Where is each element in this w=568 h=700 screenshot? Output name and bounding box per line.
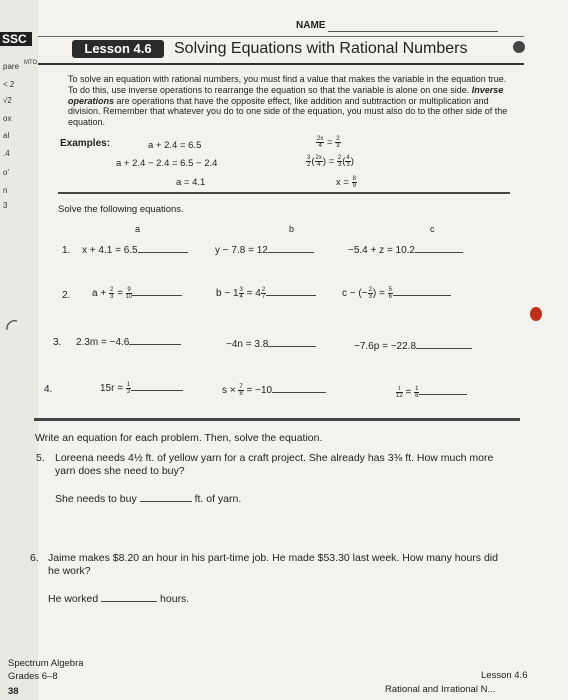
example-equals: = <box>328 156 335 168</box>
problem-4b: s × $\frac{7}{8}$ = −10 <box>222 384 326 397</box>
footer-grades: Grades 6–8 <box>8 671 58 682</box>
problem-3c-text: −7.6p = −22.8 <box>354 341 417 352</box>
margin-text: 3 <box>3 201 8 210</box>
solve-instructions: Solve the following equations. <box>58 204 184 215</box>
example-equals: = <box>326 137 333 149</box>
problem-4a: 15r = $\frac{1}{3}$ <box>100 382 183 395</box>
answer-blank[interactable] <box>140 501 192 502</box>
problem-4b-mid: = −10 <box>246 385 273 397</box>
problem-3b <box>226 339 316 350</box>
margin-text: n <box>3 186 8 195</box>
problem-3b-text: −4n = 3.8 <box>226 339 269 350</box>
problem-1a <box>82 245 188 256</box>
answer-blank[interactable] <box>415 252 463 253</box>
problem-4a-pre: 15r = <box>100 383 124 395</box>
footer-chapter: Rational and Irrational N... <box>385 684 496 695</box>
margin-text: al <box>3 131 10 140</box>
word-problem-5: Loreena needs 4½ ft. of yellow yarn for a craft project. She already has 3⅜ ft. How much more yarn does she need to buy? <box>55 452 494 477</box>
problem-2b: b − 1 $\frac{3}{4}$ = 4 $\frac{2}{7}$ <box>216 287 316 300</box>
problem-number: 1. <box>62 245 71 256</box>
pen-mark <box>530 307 542 321</box>
example-right-3: x = $\frac{8}{9}$ <box>336 176 356 189</box>
column-header-b: b <box>289 224 295 234</box>
margin-text: MTO <box>24 60 38 66</box>
word-problem-6: Jaime makes $8.20 an hour in his part-time job. He made $53.30 last week. How many hours did he work? <box>48 552 498 577</box>
page-number: 38 <box>8 686 19 697</box>
footer-lesson: Lesson 4.6 <box>481 670 528 681</box>
hole-punch-dot <box>513 41 525 53</box>
problem-2c-mid: ) = <box>372 288 385 300</box>
answer-blank[interactable] <box>132 295 182 296</box>
word-answer-6 <box>48 593 189 606</box>
section-divider <box>58 192 510 194</box>
word-answer-5 <box>55 493 241 506</box>
answer-blank[interactable] <box>138 252 188 253</box>
answer-blank[interactable] <box>129 344 181 345</box>
answer-blank[interactable] <box>268 346 316 347</box>
problem-number: 6. <box>30 552 39 564</box>
margin-text: √2 <box>3 96 12 105</box>
answer-blank[interactable] <box>416 348 472 349</box>
answer-blank[interactable] <box>101 601 157 602</box>
answer-blank[interactable] <box>419 394 467 395</box>
margin-tab: SSC <box>0 32 32 46</box>
lesson-badge: Lesson 4.6 <box>72 40 164 58</box>
name-label: NAME <box>296 20 326 31</box>
answer-blank[interactable] <box>131 390 183 391</box>
answer-blank[interactable] <box>272 392 326 393</box>
problem-3a-text: 2.3m = −4.6 <box>76 337 130 348</box>
problem-3c <box>354 341 472 352</box>
problem-1c-text: −5.4 + z = 10.2 <box>348 245 415 256</box>
problem-number: 4. <box>44 384 53 395</box>
column-header-a: a <box>135 224 141 234</box>
problem-4b-pre: s × <box>222 385 236 397</box>
left-margin-strip <box>0 0 38 700</box>
problem-number: 3. <box>53 337 62 348</box>
problem-2c-pre: c − (− <box>342 288 368 300</box>
answer-lead: He worked <box>48 593 99 605</box>
problem-1b-text: y − 7.8 = 12 <box>215 245 268 256</box>
problem-2b-pre: b − 1 <box>216 288 239 300</box>
margin-text: ox <box>3 114 12 123</box>
column-header-c: c <box>430 224 435 234</box>
margin-text: o' <box>3 168 9 177</box>
example-right-1: $\frac{2x}{4}$ = $\frac{2}{3}$ <box>317 136 340 149</box>
problem-1c <box>348 245 463 256</box>
problem-number: 2. <box>62 290 71 301</box>
answer-blank[interactable] <box>266 295 316 296</box>
margin-text: pare <box>3 62 20 71</box>
footer-book: Spectrum Algebra <box>8 658 84 669</box>
margin-text: < 2 <box>3 80 15 89</box>
problem-2c: c − (− $\frac{2}{3}$ ) = $\frac{5}{6}$ <box>342 287 451 300</box>
answer-blank[interactable] <box>268 252 314 253</box>
problem-2a: a + $\frac{2}{3}$ = $\frac{9}{10}$ <box>92 287 182 300</box>
example-right-2: $\frac{3}{2}$ ( $\frac{2x}{4}$ ) = $\frac{2}{3}$ ( $\frac{4}{3}$ ) <box>307 155 354 168</box>
problem-4c: $\frac{t}{12}$ = $\frac{1}{6}$ <box>396 386 467 399</box>
problem-2a-pre: a + <box>92 288 107 300</box>
section-divider <box>34 418 520 421</box>
write-instructions: Write an equation for each problem. Then, solve the equation. <box>35 432 323 444</box>
answer-unit: hours. <box>160 593 190 605</box>
problem-number: 5. <box>36 452 45 464</box>
example-left-1: a + 2.4 = 6.5 <box>148 140 202 151</box>
intro-paragraph <box>68 74 508 128</box>
margin-text: .4 <box>3 149 10 158</box>
example-x-label: x = <box>336 177 349 189</box>
problem-2a-mid: = <box>117 288 123 300</box>
answer-blank[interactable] <box>393 295 451 296</box>
intro-term: Inverse operations <box>68 84 504 106</box>
intro-text-2: are operations that have the opposite effect, like addition and subtraction or multiplication and division. Remember that whatever you do to one side of the equation, you must also do to the other side of the equation. <box>68 95 508 128</box>
problem-2b-mid: = 4 <box>246 288 261 300</box>
margin-arc-icon <box>4 318 20 334</box>
page-title: Solving Equations with Rational Numbers <box>174 40 468 57</box>
answer-lead: She needs to buy <box>55 493 137 505</box>
answer-unit: ft. of yarn. <box>194 493 242 505</box>
intro-text-1: To solve an equation with rational numbers, you must find a value that makes the variable in the equation true. To do this, use inverse operations to rearrange the equation so that the variable is alone on one side. <box>68 74 507 95</box>
name-field[interactable] <box>328 31 498 32</box>
problem-4c-mid: = <box>405 387 412 399</box>
problem-1b <box>215 245 314 256</box>
problem-1a-text: x + 4.1 = 6.5 <box>82 245 138 256</box>
problem-3a <box>76 337 181 348</box>
examples-label: Examples: <box>60 138 111 149</box>
example-left-2: a + 2.4 − 2.4 = 6.5 − 2.4 <box>116 158 218 169</box>
example-left-3: a = 4.1 <box>176 177 206 188</box>
